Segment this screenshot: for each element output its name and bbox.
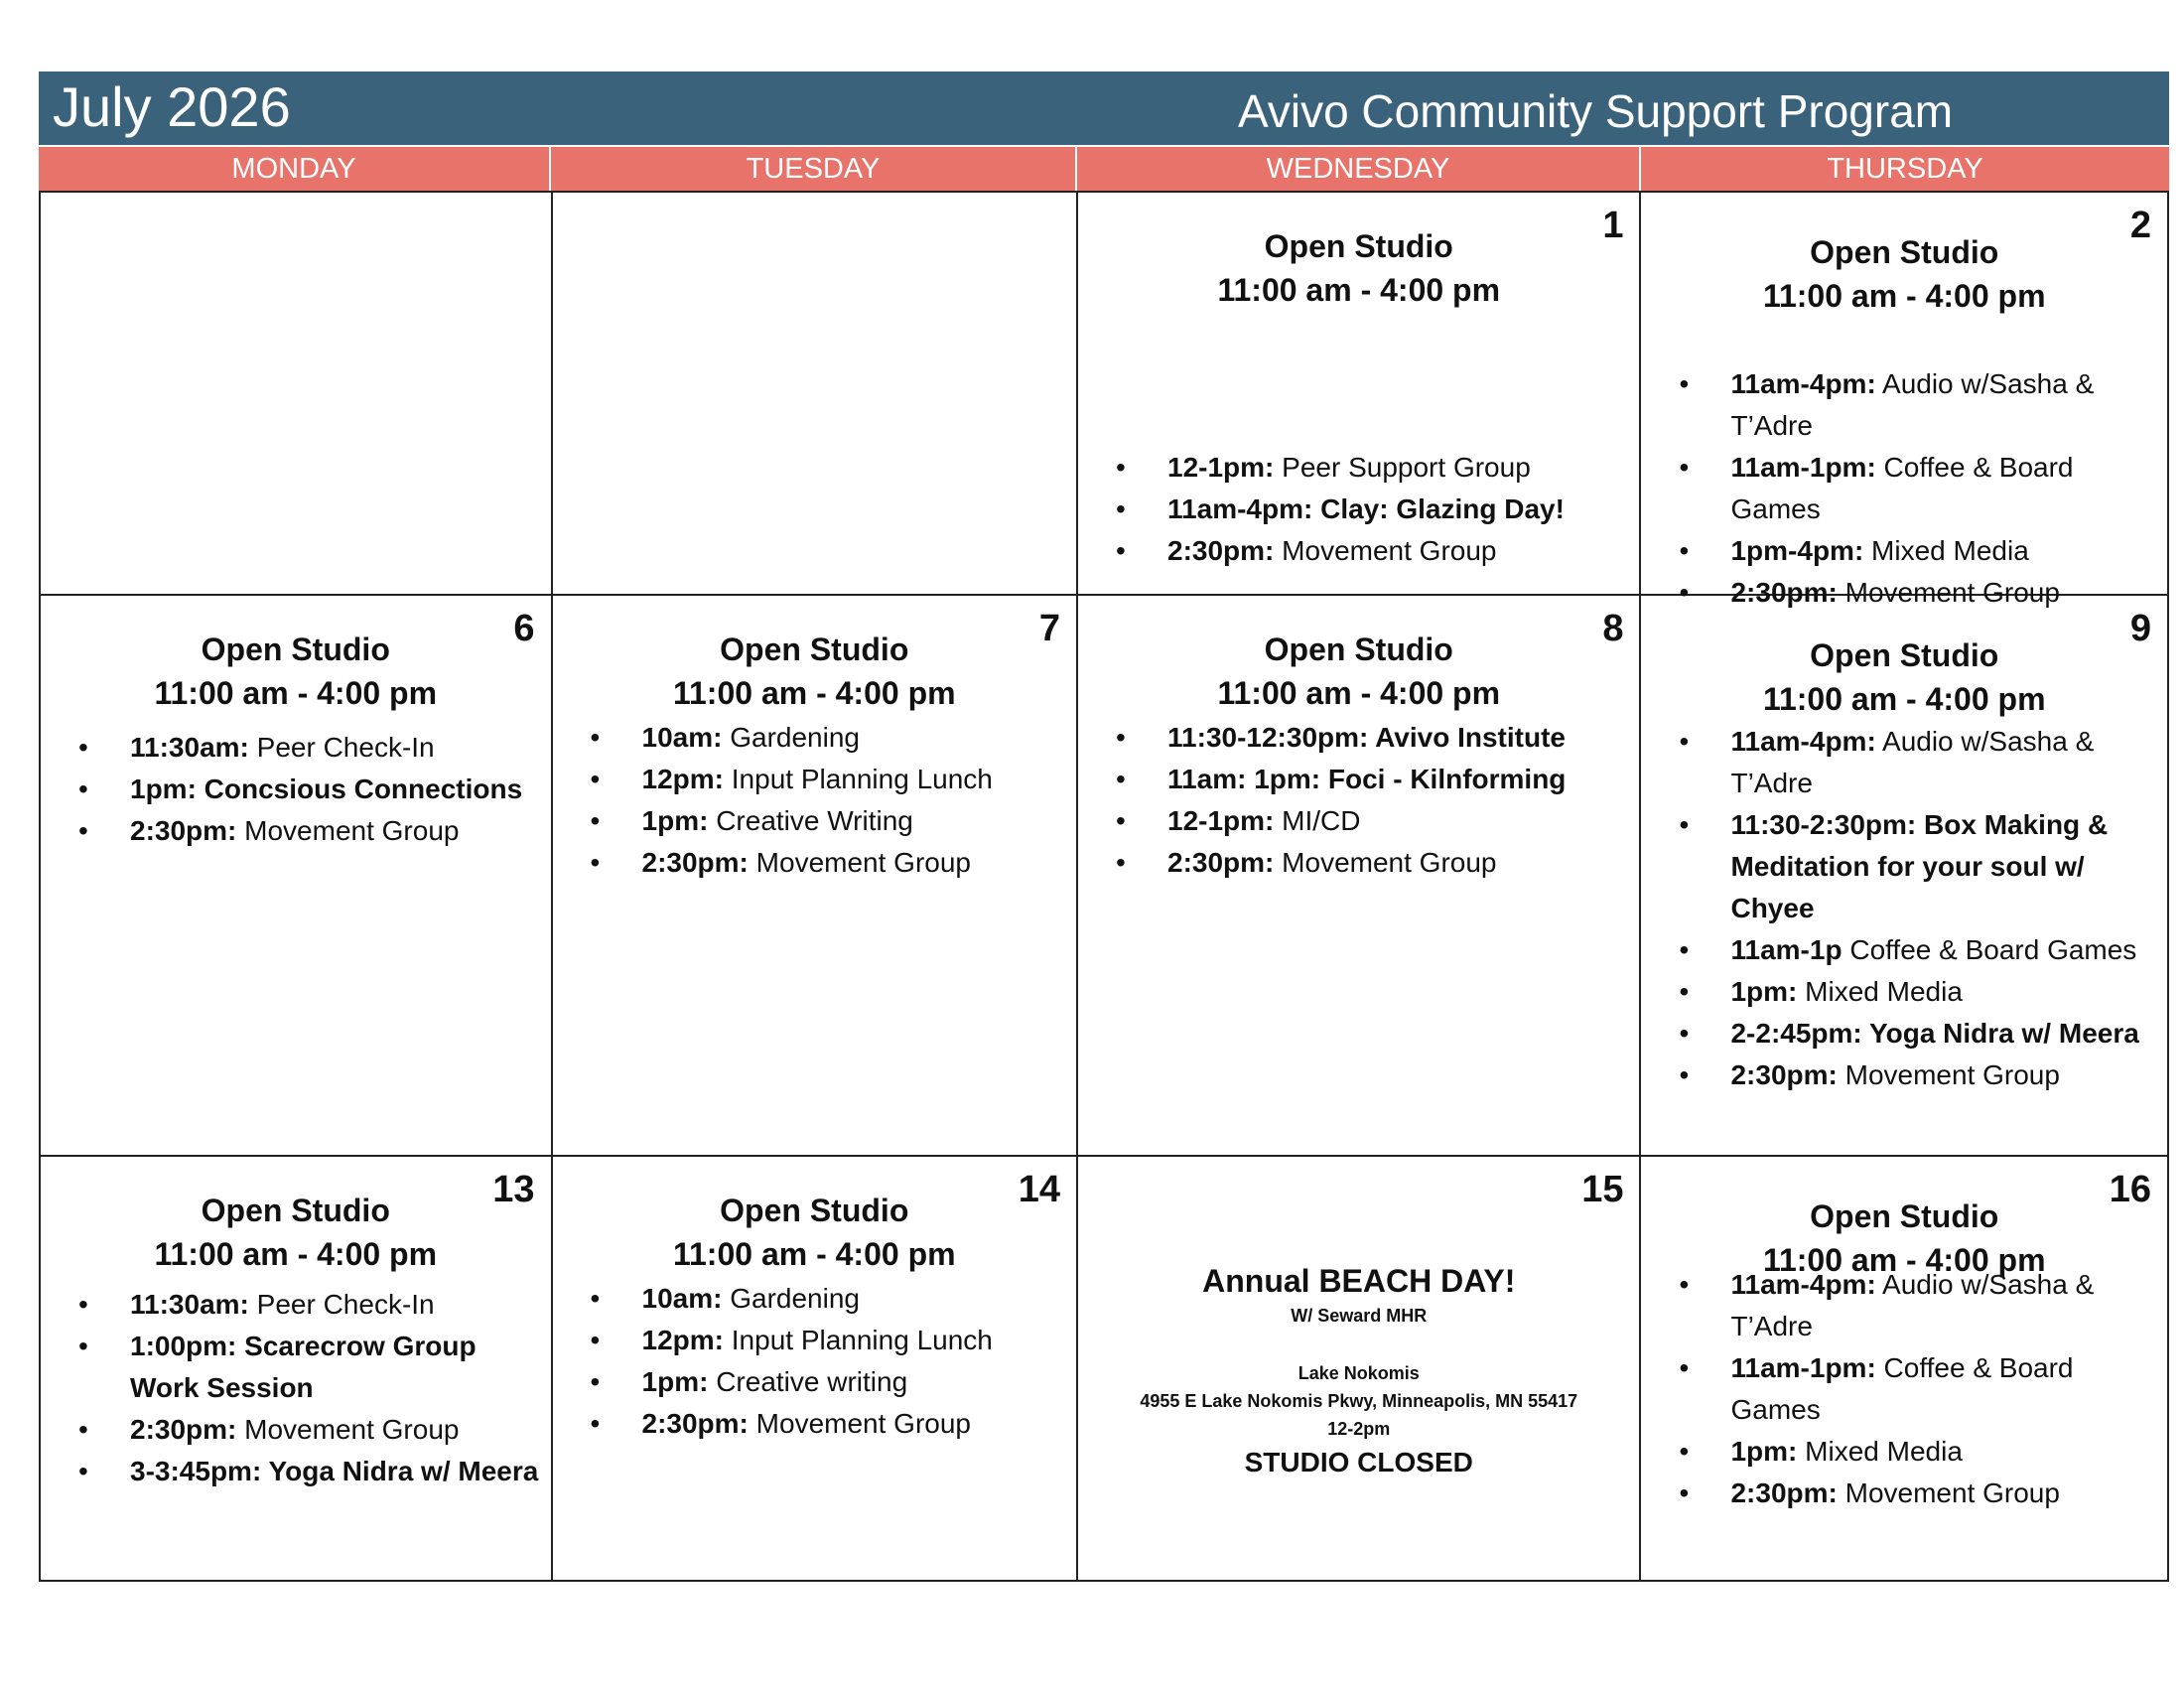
event-time: 12-1pm: (1167, 452, 1275, 483)
date-number: 1 (1602, 205, 1624, 246)
event-time: 11am-1p (1730, 934, 1843, 965)
day-cell-thursday (1641, 1157, 2169, 1580)
open-studio-heading: Open Studio (1264, 228, 1453, 264)
event-item (1641, 363, 2167, 447)
beach-day-address: 4955 E Lake Nokomis Pkwy, Minneapolis, MN 55417 (1140, 1391, 1578, 1411)
open-studio-heading: Open Studio (1810, 234, 1999, 270)
event-time: 2-2:45pm: (1730, 1018, 1862, 1049)
event-item (1641, 1347, 2167, 1431)
event-time: 11:30-12:30pm: (1167, 722, 1369, 753)
event-item (1641, 1431, 2167, 1473)
event-title: Gardening (722, 1283, 860, 1314)
title-bar (39, 71, 2169, 145)
event-time: 10am: (641, 1283, 723, 1314)
event-time: 1pm: (1730, 976, 1798, 1007)
beach-day-subtitle: W/ Seward MHR (1291, 1306, 1428, 1326)
day-header-row (39, 145, 2169, 191)
day-cell-thursday (1641, 193, 2169, 608)
event-title: Input Planning Lunch (723, 764, 993, 794)
event-list (1078, 717, 1639, 884)
calendar-grid (39, 191, 2169, 1582)
event-list (41, 1284, 551, 1492)
event-time: 1pm: (1730, 1436, 1798, 1467)
event-title: Creative Writing (708, 805, 913, 836)
event-title: Creative writing (708, 1366, 908, 1397)
event-item (1078, 800, 1639, 842)
open-studio-hours: 11:00 am - 4:00 pm (1762, 1242, 2046, 1278)
event-item (1641, 1013, 2167, 1055)
event-item (553, 1361, 1077, 1403)
event-time: 1:00pm: (130, 1331, 237, 1361)
event-time: 11am-4pm: (1167, 493, 1313, 524)
open-studio-heading: Open Studio (720, 632, 909, 667)
event-time: 12pm: (641, 764, 724, 794)
event-item (1641, 530, 2167, 572)
calendar (39, 71, 2169, 1582)
event-title: Foci - Kilnforming (1320, 764, 1567, 794)
date-number: 16 (2109, 1169, 2151, 1210)
day-header-tuesday: TUESDAY (551, 147, 1077, 191)
event-title: Mixed Media (1797, 1436, 1963, 1467)
event-time: 11:30am: (130, 1289, 249, 1320)
open-studio-heading: Open Studio (720, 1193, 909, 1228)
event-list (1641, 363, 2167, 614)
event-title: Box Making & Meditation for your soul w/ Chyee (1730, 809, 2109, 923)
event-title: Input Planning Lunch (723, 1325, 993, 1355)
day-cell-thursday (1641, 596, 2169, 1155)
open-studio-hours: 11:00 am - 4:00 pm (1762, 681, 2046, 717)
event-time: 2:30pm: (1730, 577, 1838, 608)
event-time: 2:30pm: (1730, 1059, 1838, 1090)
event-item (1078, 842, 1639, 884)
event-title: Peer Support Group (1274, 452, 1531, 483)
open-studio-heading: Open Studio (201, 1193, 390, 1228)
event-time: 1pm: (641, 805, 709, 836)
event-time: 1pm: (641, 1366, 709, 1397)
event-title: Peer Check-In (248, 1289, 435, 1320)
date-number: 2 (2129, 205, 2151, 246)
event-time: 2:30pm: (1167, 535, 1275, 566)
open-studio-heading: Open Studio (1810, 1198, 1999, 1234)
event-title: Movement Group (1274, 847, 1497, 878)
event-list (553, 1278, 1077, 1445)
date-number: 15 (1581, 1169, 1624, 1210)
day-cell-wednesday (1078, 1157, 1641, 1580)
event-item (41, 1409, 551, 1451)
event-item (41, 1284, 551, 1326)
event-title: Movement Group (1837, 1059, 2060, 1090)
event-list (553, 717, 1077, 884)
event-title: Scarecrow Group Work Session (130, 1331, 477, 1403)
open-studio-hours: 11:00 am - 4:00 pm (154, 1236, 438, 1272)
event-time: 3-3:45pm: (130, 1456, 262, 1486)
event-time: 11:30am: (130, 732, 249, 763)
event-title: Audio w/Sasha & T’Adre (1730, 726, 2095, 798)
event-item (553, 1320, 1077, 1361)
program-title: Avivo Community Support Program (1238, 85, 1954, 137)
event-time: 11am: 1pm: (1167, 764, 1321, 794)
event-title: Coffee & Board Games (1730, 1352, 2074, 1425)
event-time: 2:30pm: (1167, 847, 1275, 878)
event-time: 11am-4pm: (1730, 1269, 1876, 1300)
day-cell-wednesday (1078, 596, 1641, 1155)
event-title: Yoga Nidra w/ Meera (261, 1456, 539, 1486)
open-studio-hours: 11:00 am - 4:00 pm (1762, 278, 2046, 314)
open-studio-hours: 11:00 am - 4:00 pm (1217, 675, 1501, 711)
event-time: 1pm: (130, 774, 197, 804)
event-title: Peer Check-In (248, 732, 435, 763)
week-row (41, 193, 2169, 608)
date-number: 9 (2129, 608, 2151, 649)
event-item (1078, 530, 1639, 572)
day-header-thursday: THURSDAY (1827, 153, 1983, 185)
event-item (1641, 971, 2167, 1013)
day-cell-monday (41, 193, 553, 594)
event-item (553, 759, 1077, 800)
event-item (553, 717, 1077, 759)
event-time: 11am-4pm: (1730, 368, 1876, 399)
event-title: Movement Group (748, 1408, 971, 1439)
day-header-wednesday: WEDNESDAY (1077, 147, 1641, 191)
event-title: Clay: Glazing Day! (1312, 493, 1565, 524)
event-item (1641, 1264, 2167, 1347)
event-item (41, 727, 551, 769)
event-title: MI/CD (1274, 805, 1361, 836)
event-item (553, 800, 1077, 842)
date-number: 7 (1038, 608, 1061, 649)
event-time: 2:30pm: (130, 1414, 237, 1445)
event-title: Avivo Institute (1368, 722, 1566, 753)
event-title: Mixed Media (1797, 976, 1963, 1007)
event-time: 2:30pm: (1730, 1477, 1838, 1508)
open-studio-hours: 11:00 am - 4:00 pm (672, 675, 956, 711)
event-title: Yoga Nidra w/ Meera (1861, 1018, 2139, 1049)
event-title: Movement Group (1837, 1477, 2060, 1508)
event-item (1078, 717, 1639, 759)
event-list (1078, 447, 1639, 572)
open-studio-heading: Open Studio (1810, 637, 1999, 673)
event-item (1078, 759, 1639, 800)
event-time: 11am-1pm: (1730, 452, 1876, 483)
date-number: 6 (513, 608, 535, 649)
event-title: Movement Group (1274, 535, 1497, 566)
event-time: 1pm-4pm: (1730, 535, 1864, 566)
event-title: Gardening (722, 722, 860, 753)
day-header-monday: MONDAY (39, 147, 551, 191)
day-cell-tuesday (553, 596, 1079, 1155)
day-cell-monday (41, 1157, 553, 1580)
event-item (1641, 929, 2167, 971)
open-studio-hours: 11:00 am - 4:00 pm (672, 1236, 956, 1272)
event-title: Audio w/Sasha & T’Adre (1730, 1269, 2095, 1341)
month-title: July 2026 (53, 75, 291, 138)
open-studio-hours: 11:00 am - 4:00 pm (154, 675, 438, 711)
event-time: 10am: (641, 722, 723, 753)
event-title: Movement Group (1837, 577, 2060, 608)
event-item (553, 1403, 1077, 1445)
event-item (41, 1451, 551, 1492)
date-number: 8 (1602, 608, 1624, 649)
week-row (41, 1157, 2169, 1582)
event-item (1641, 1055, 2167, 1096)
event-title: Movement Group (236, 815, 460, 846)
event-item (1641, 1473, 2167, 1514)
event-list (1641, 1264, 2167, 1514)
day-cell-wednesday (1078, 193, 1641, 594)
event-item (41, 769, 551, 810)
day-cell-tuesday (553, 193, 1079, 594)
event-time: 2:30pm: (641, 847, 749, 878)
event-time: 12-1pm: (1167, 805, 1275, 836)
event-title: Coffee & Board Games (1730, 452, 2074, 524)
event-title: Mixed Media (1863, 535, 2029, 566)
event-title: Audio w/Sasha & T’Adre (1730, 368, 2095, 441)
event-time: 2:30pm: (641, 1408, 749, 1439)
open-studio-heading: Open Studio (1264, 632, 1453, 667)
event-list (1641, 721, 2167, 1096)
event-item (1641, 447, 2167, 530)
date-number: 13 (492, 1169, 535, 1210)
event-item (1078, 447, 1639, 489)
event-time: 11am-1pm: (1730, 1352, 1876, 1383)
date-number: 14 (1018, 1169, 1061, 1210)
event-title: Movement Group (236, 1414, 460, 1445)
event-time: 12pm: (641, 1325, 724, 1355)
event-item (41, 810, 551, 852)
event-item (1641, 804, 2167, 929)
day-cell-monday (41, 596, 553, 1155)
event-item (41, 1326, 551, 1409)
week-row (41, 596, 2169, 1157)
event-item (553, 842, 1077, 884)
event-title: Concsious Connections (196, 774, 523, 804)
open-studio-heading: Open Studio (201, 632, 390, 667)
day-cell-tuesday (553, 1157, 1079, 1580)
beach-day-location: Lake Nokomis (1297, 1363, 1420, 1383)
event-item (553, 1278, 1077, 1320)
event-time: 2:30pm: (130, 815, 237, 846)
event-title: Movement Group (748, 847, 971, 878)
event-item (1078, 489, 1639, 530)
beach-day-title: Annual BEACH DAY! (1202, 1263, 1516, 1299)
event-item (1641, 721, 2167, 804)
event-time: 11:30-2:30pm: (1730, 809, 1917, 840)
event-title: Coffee & Board Games (1842, 934, 2137, 965)
studio-closed-notice: STUDIO CLOSED (1244, 1447, 1473, 1477)
open-studio-hours: 11:00 am - 4:00 pm (1217, 272, 1501, 308)
event-list (41, 727, 551, 852)
beach-day-hours: 12-2pm (1327, 1419, 1391, 1439)
event-time: 11am-4pm: (1730, 726, 1876, 757)
